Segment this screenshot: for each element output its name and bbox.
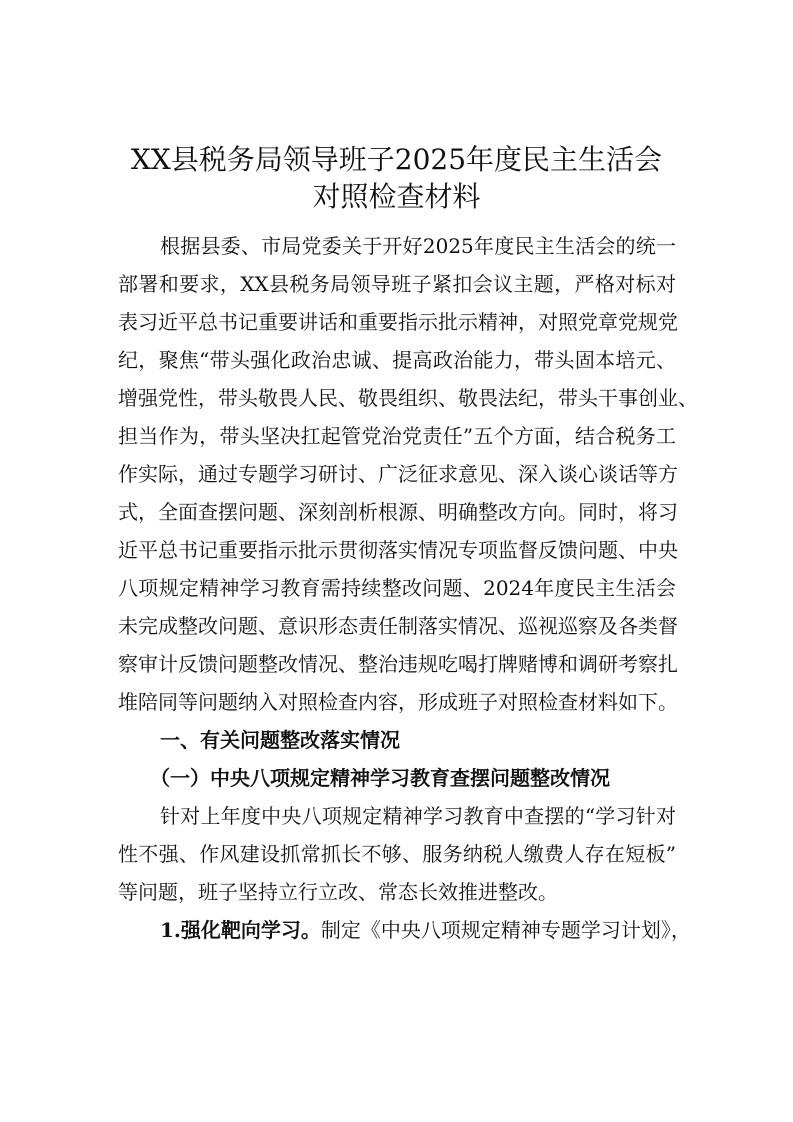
text-line: 未完成整改问题、意识形态责任制落实情况、巡视巡察及各类督 bbox=[118, 614, 678, 638]
text-line: 作实际，通过专题学习研讨、广泛征求意见、深入谈心谈话等方 bbox=[118, 462, 678, 486]
text-line: 表习近平总书记重要讲话和重要指示批示精神，对照党章党规党 bbox=[118, 310, 678, 334]
text-line: 式，全面查摆问题、深刻剖析根源、明确整改方向。同时，将习 bbox=[118, 500, 678, 524]
text-line: 性不强、作风建设抓常抓长不够、服务纳税人缴费人存在短板” bbox=[118, 842, 676, 866]
item-label: 1.强化靶向学习。 bbox=[160, 918, 321, 942]
text-line: 纪，聚焦“带头强化政治忠诚、提高政治能力，带头固本培元、 bbox=[118, 348, 676, 372]
section-heading: 一、有关问题整改落实情况 bbox=[160, 728, 400, 752]
text-line: 八项规定精神学习教育需持续整改问题、2024年度民主生活会 bbox=[118, 576, 676, 600]
text-line: 堆陪同等问题纳入对照检查内容，形成班子对照检查材料如下。 bbox=[118, 690, 678, 714]
text-line: 针对上年度中央八项规定精神学习教育中查摆的“学习针对 bbox=[160, 804, 676, 828]
item-text: 制定《中央八项规定精神专题学习计划》， bbox=[320, 918, 691, 942]
intro-paragraph bbox=[118, 227, 698, 721]
text-line: 根据县委、市局党委关于开好2025年度民主生活会的统一 bbox=[160, 234, 676, 258]
document-title-line-1: XX县税务局领导班子2025年度民主生活会 bbox=[130, 143, 663, 176]
document-body bbox=[118, 227, 698, 949]
text-line: 担当作为，带头坚决扛起管党治党责任”五个方面，结合税务工 bbox=[118, 424, 676, 448]
document-title-line-2: 对照检查材料 bbox=[312, 180, 481, 213]
numbered-item bbox=[118, 911, 691, 949]
text-line: 察审计反馈问题整改情况、整治违规吃喝打牌赌博和调研考察扎 bbox=[118, 652, 678, 676]
subsection-heading: （一）中央八项规定精神学习教育查摆问题整改情况 bbox=[150, 766, 610, 790]
text-line: 增强党性，带头敬畏人民、敬畏组织、敬畏法纪，带头干事创业、 bbox=[118, 386, 698, 410]
text-line: 等问题，班子坚持立行立改、常态长效推进整改。 bbox=[118, 880, 558, 904]
subsection-paragraph bbox=[118, 797, 676, 911]
text-line: 近平总书记重要指示批示贯彻落实情况专项监督反馈问题、中央 bbox=[118, 538, 678, 562]
text-line: 部署和要求，XX县税务局领导班子紧扣会议主题，严格对标对 bbox=[118, 272, 676, 296]
